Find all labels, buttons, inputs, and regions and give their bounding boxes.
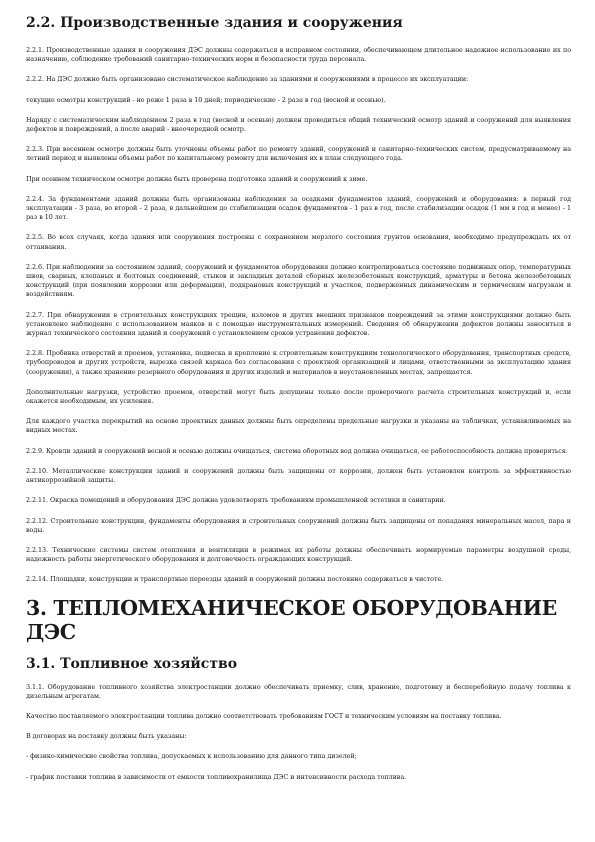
paragraph-2-2-3: 2.2.3. При весеннем осмотре должны быть уточнены объемы работ по ремонту зданий, сооружений и санитарно-технических систем, предусматриваемому на летний период и выявлены объемы работ по капитальному ремонту для включения их в план следующего года. (26, 145, 571, 163)
paragraph-3-1-1: 3.1.1. Оборудование топливного хозяйства электростанции должно обеспечивать приемку, слив, хранение, подготовку и бесперебойную подачу топлива к дизельным агрегатам. (26, 682, 571, 700)
paragraph-inspections: текущие осмотры конструкций - не реже 1 раза в 10 дней; периодические - 2 раза в год (весной и осенью). (26, 95, 386, 104)
paragraph-2-2-7: 2.2.7. При обнаружении в строительных конструкциях трещин, изломов и других внешних признаков повреждений за этими конструкциями должно быть установлено наблюдение с использованием маяков и с помощью инструментальных измерений. Сведения об обнаружении дефектов должны заноситься в журнал технического состояния зданий и сооружений с установлением сроков устранения дефектов. (26, 310, 571, 338)
paragraph-contracts: В договорах на поставку должны быть указаны: (26, 732, 187, 741)
paragraph-2-2-10: 2.2.10. Металлические конструкции зданий и сооружений должны быть защищены от коррозии, должен быть установлен контроль за эффективностью антикоррозийной защиты. (26, 466, 571, 485)
paragraph-general-inspection: Наряду с систематическим наблюдением 2 раза в год (весной и осенью) должен проводиться общий технический осмотр зданий и сооружений для выявления дефектов и повреждений, а после аварий - внеочередной осмотр. (26, 115, 571, 134)
paragraph-2-2-2: 2.2.2. На ДЭС должно быть организовано систематическое наблюдение за зданиями и сооружениями в процессе их эксплуатации: (26, 75, 469, 84)
paragraph-2-2-11: 2.2.11. Окраска помещений и оборудования ДЭС должна удовлетворять требованиям промышленной эстетики и санитарии. (26, 496, 446, 505)
paragraph-delivery-schedule: - график поставки топлива в зависимости от емкости топливохранилища ДЭС и интенсивности расхода топлива. (26, 772, 407, 781)
subsection-heading: 3.1. Топливное хозяйство (26, 655, 238, 672)
paragraph-additional-loads: Дополнительные нагрузки, устройство проемов, отверстий могут быть допущены только после проверочного расчета строительных конструкций и, если окажется необходимым, их усиления. (26, 387, 571, 406)
paragraph-floor-loads: Для каждого участка перекрытий на основе проектных данных должны быть определены предельные нагрузки и указаны на табличках, устанавливаемых на видных местах. (26, 417, 571, 435)
paragraph-2-2-4: 2.2.4. За фундаментами зданий должны быть организованы наблюдения за осадками фундаментов зданий, сооружений и оборудования: в первый год эксплуатации - 3 раза, во второй - 2 раза, в дальнейшем до стабилизации осадок фундаментов - 1 раз в год, после стабилизации осадок (1 мм в год и менее) - 1 раз в 10 лет. (26, 194, 571, 222)
paragraph-autumn-inspection: При осеннем техническом осмотре должна быть проверена подготовка зданий и сооружений к зиме. (26, 174, 368, 183)
paragraph-2-2-9: 2.2.9. Кровли зданий и сооружений весной и осенью должны очищаться, система оборотных вод должна очищаться, ее работоспособность должна проверяться. (26, 446, 568, 455)
paragraph-2-2-1: 2.2.1. Производственные здания и сооружения ДЭС должны содержаться в исправном состоянии, обеспечивающем длительное надежное использование их по назначению, соблюдение требований санитарно-технических норм и безопасности труда персонала. (26, 46, 571, 64)
paragraph-fuel-quality: Качество поставляемого электростанции топлива должно соответствовать требованиям ГОСТ и техническим условиям на поставку топлива. (26, 711, 502, 720)
paragraph-2-2-6: 2.2.6. При наблюдении за состоянием зданий, сооружений и фундаментов оборудования должно контролироваться состояние подвижных опор, температурных швов, сварных, клепаных и болтовых соединений, стыков и закладных деталей сборных железобетонных конструкций, арматуры и бетона железобетонных конструкций (при появлении коррозии или деформации), подкрановых конструкций и участков, подверженных динамическим и термическим нагрузкам и воздействиям. (26, 262, 571, 299)
paragraph-2-2-14: 2.2.14. Площадки, конструкции и транспортные переезды зданий и сооружений должны постоянно содержаться в чистоте. (26, 575, 444, 584)
paragraph-2-2-8: 2.2.8. Пробивка отверстий и проемов, установка, подвеска и крепление к строительным конструкциям технологического оборудования, транспортных средств, трубопроводов и других устройств, вырезка связей каркаса без согласования с проектной организацией и лицами, ответственными за эксплуатацию здания (сооружения), а также хранение резервного оборудования и других изделий и материалов в неустановленных местах, запрещается. (26, 349, 571, 376)
chapter-heading: 3. ТЕПЛОМЕХАНИЧЕСКОЕ ОБОРУДОВАНИЕ ДЭС (26, 595, 557, 644)
paragraph-2-2-13: 2.2.13. Технические системы систем отопления и вентиляции в режимах их работы должны обеспечивать нормируемые параметры воздушной среды, надежность работы энергетического оборудования и долговечность ограждающих конструкций. (26, 545, 571, 564)
paragraph-2-2-12: 2.2.12. Строительные конструкции, фундаменты оборудования и строительных сооружений должны быть защищены от попадания минеральных масел, пара и воды. (26, 516, 571, 534)
document-page (26, 14, 571, 793)
paragraph-fuel-properties: - физико-химические свойства топлива, допускаемых к использованию для данного типа дизелей; (26, 752, 357, 761)
paragraph-2-2-5: 2.2.5. Во всех случаях, когда здания или сооружения построены с сохранением мерзлого состояния грунтов основания, необходимо предупреждать их от оттаивания. (26, 233, 571, 251)
section-heading: 2.2. Производственные здания и сооружения (26, 15, 403, 31)
